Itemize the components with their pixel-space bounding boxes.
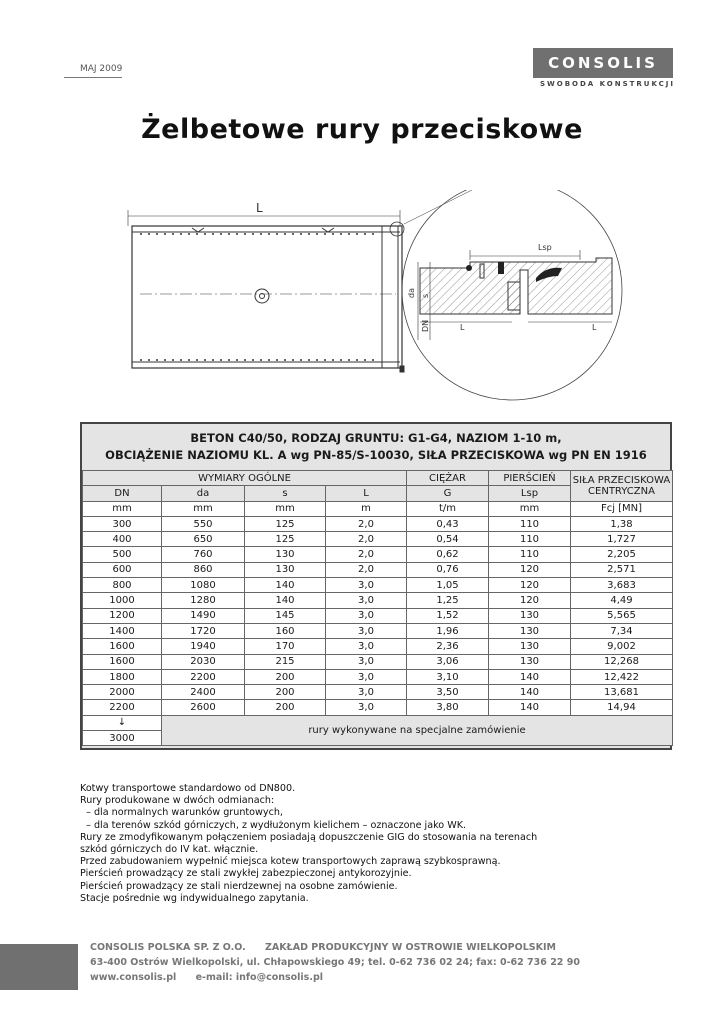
table-row	[83, 669, 673, 684]
joint-detail	[418, 250, 612, 340]
unit-force: Fcj [MN]	[571, 501, 673, 516]
table-cell: 3,0	[326, 669, 407, 684]
table-row	[83, 623, 673, 638]
special-order-note: rury wykonywane na specjalne zamówienie	[162, 715, 673, 746]
table-cell: 130	[489, 608, 571, 623]
table-cell: 300	[83, 516, 162, 531]
table-cell: 0,54	[407, 532, 489, 547]
pipe-technical-drawing	[0, 190, 724, 410]
table-cell: 1,25	[407, 593, 489, 608]
table-cell: 200	[245, 685, 326, 700]
specification-table	[80, 422, 672, 750]
table-cell: 12,268	[571, 654, 673, 669]
col-g: G	[407, 486, 489, 501]
table-cell: 130	[489, 654, 571, 669]
table-cell: 1,05	[407, 578, 489, 593]
last-dn-cell: 3000	[83, 731, 162, 746]
note-line: Rury produkowane w dwóch odmianach:	[80, 795, 275, 807]
label-lsp: Lsp	[538, 243, 552, 252]
label-length: L	[256, 201, 263, 215]
table-cell: 3,0	[326, 608, 407, 623]
unit-lsp: mm	[489, 501, 571, 516]
footer	[90, 940, 580, 985]
table-cell: 130	[489, 639, 571, 654]
table-cell: 2200	[162, 669, 245, 684]
table-cell: 3,0	[326, 654, 407, 669]
note-line: – dla normalnych warunków gruntowych,	[80, 807, 283, 819]
table-cell: 1,727	[571, 532, 673, 547]
group-force: SIŁA PRZECISKOWA CENTRYCZNA	[571, 471, 673, 502]
note-line: Pierścień prowadzący ze stali zwykłej zabezpieczonej antykorozyjnie.	[80, 868, 412, 880]
label-l-left: L	[460, 323, 465, 332]
document-date: MAJ 2009	[80, 64, 123, 74]
table-cell: 3,06	[407, 654, 489, 669]
table-cell: 14,94	[571, 700, 673, 715]
table-row	[83, 547, 673, 562]
table-cell: 1,52	[407, 608, 489, 623]
table-cell: 0,62	[407, 547, 489, 562]
table-cell: 0,76	[407, 562, 489, 577]
col-lsp: Lsp	[489, 486, 571, 501]
label-dn: DN	[421, 319, 430, 332]
logo-tagline: SWOBODA KONSTRUKCJI	[540, 80, 675, 88]
table-cell: 3,0	[326, 639, 407, 654]
table-cell: 110	[489, 516, 571, 531]
unit-dn: mm	[83, 501, 162, 516]
table-cell: 5,565	[571, 608, 673, 623]
footer-accent-bar	[0, 944, 78, 990]
table-cell: 120	[489, 578, 571, 593]
table-cell: 3,10	[407, 669, 489, 684]
table-cell: 3,0	[326, 685, 407, 700]
table-cell: 2,0	[326, 532, 407, 547]
table-cell: 860	[162, 562, 245, 577]
table-cell: 1720	[162, 623, 245, 638]
table-cell: 1940	[162, 639, 245, 654]
table-cell: 215	[245, 654, 326, 669]
table-row	[83, 562, 673, 577]
note-line: Rury ze zmodyfikowanym połączeniem posiadają dopuszczenie GIG do stosowania na terenach	[80, 831, 538, 843]
table-cell: 125	[245, 516, 326, 531]
footer-address: 63-400 Ostrów Wielkopolski, ul. Chłapowskiego 49; tel. 0-62 736 02 24; fax: 0-62 736 22 90	[90, 957, 580, 968]
table-cell: 200	[245, 700, 326, 715]
table-cell: 400	[83, 532, 162, 547]
date-underline	[64, 77, 122, 78]
table-cell: 1000	[83, 593, 162, 608]
note-line: Kotwy transportowe standardowo od DN800.	[80, 783, 296, 794]
table-cell: 0,43	[407, 516, 489, 531]
table-heading	[82, 424, 670, 470]
table-cell: 140	[245, 593, 326, 608]
table-cell: 130	[489, 623, 571, 638]
table-row	[83, 593, 673, 608]
table-cell: 130	[245, 562, 326, 577]
table-cell: 7,34	[571, 623, 673, 638]
table-row	[83, 700, 673, 715]
table-cell: 12,422	[571, 669, 673, 684]
footer-email[interactable]: e-mail: info@consolis.pl	[195, 972, 324, 983]
table-cell: 140	[489, 685, 571, 700]
table-cell: 120	[489, 562, 571, 577]
table-cell: 1600	[83, 654, 162, 669]
arrow-cell: ↓	[83, 715, 162, 730]
table-cell: 140	[489, 669, 571, 684]
table-cell: 3,0	[326, 623, 407, 638]
table-cell: 2600	[162, 700, 245, 715]
table-cell: 120	[489, 593, 571, 608]
table-row	[83, 516, 673, 531]
table-cell: 1080	[162, 578, 245, 593]
table-cell: 3,0	[326, 593, 407, 608]
table-cell: 110	[489, 532, 571, 547]
table-cell: 3,683	[571, 578, 673, 593]
table-cell: 1800	[83, 669, 162, 684]
unit-g: t/m	[407, 501, 489, 516]
table-cell: 2,205	[571, 547, 673, 562]
table-cell: 110	[489, 547, 571, 562]
table-row	[83, 578, 673, 593]
page-title: Żelbetowe rury przeciskowe	[141, 114, 583, 145]
table-cell: 1490	[162, 608, 245, 623]
table-cell: 2,0	[326, 516, 407, 531]
note-line: Stacje pośrednie wg indywidualnego zapytania.	[80, 892, 309, 904]
table-cell: 1280	[162, 593, 245, 608]
table-cell: 140	[489, 700, 571, 715]
table-cell: 1600	[83, 639, 162, 654]
table-cell: 125	[245, 532, 326, 547]
table-cell: 2200	[83, 700, 162, 715]
footer-company: CONSOLIS POLSKA SP. Z O.O.	[90, 942, 246, 953]
table-cell: 760	[162, 547, 245, 562]
table-row	[83, 654, 673, 669]
unit-s: mm	[245, 501, 326, 516]
table-cell: 4,49	[571, 593, 673, 608]
table-cell: 550	[162, 516, 245, 531]
table-cell: 600	[83, 562, 162, 577]
group-weight: CIĘŻAR	[407, 471, 489, 486]
col-s: s	[245, 486, 326, 501]
table-cell: 500	[83, 547, 162, 562]
table-cell: 140	[245, 578, 326, 593]
table-cell: 13,681	[571, 685, 673, 700]
group-dimensions: WYMIARY OGÓLNE	[83, 471, 407, 486]
table-cell: 1,38	[571, 516, 673, 531]
note-line: Pierścień prowadzący ze stali nierdzewnej na osobne zamówienie.	[80, 880, 398, 892]
unit-da: mm	[162, 501, 245, 516]
table-cell: 3,80	[407, 700, 489, 715]
table-cell: 1200	[83, 608, 162, 623]
table-cell: 650	[162, 532, 245, 547]
footer-plant: ZAKŁAD PRODUKCYJNY W OSTROWIE WIELKOPOLSKIM	[265, 942, 556, 953]
group-ring: PIERŚCIEŃ	[489, 471, 571, 486]
table-cell: 2000	[83, 685, 162, 700]
note-line: szkód górniczych do IV kat. włącznie.	[80, 844, 259, 856]
table-cell: 3,50	[407, 685, 489, 700]
table-cell: 9,002	[571, 639, 673, 654]
col-dn: DN	[83, 486, 162, 501]
data-table	[82, 470, 673, 746]
table-cell: 2,36	[407, 639, 489, 654]
notes-block	[80, 783, 537, 905]
label-l-right: L	[592, 323, 597, 332]
table-row	[83, 685, 673, 700]
table-row	[83, 532, 673, 547]
table-heading-line1: BETON C40/50, RODZAJ GRUNTU: G1-G4, NAZIOM 1-10 m,	[190, 431, 562, 445]
table-row	[83, 639, 673, 654]
table-cell: 2,0	[326, 547, 407, 562]
table-cell: 2400	[162, 685, 245, 700]
col-da: da	[162, 486, 245, 501]
table-cell: 2,571	[571, 562, 673, 577]
table-cell: 2030	[162, 654, 245, 669]
table-cell: 145	[245, 608, 326, 623]
label-da: da	[407, 288, 416, 298]
col-l: L	[326, 486, 407, 501]
table-cell: 130	[245, 547, 326, 562]
note-line: – dla terenów szkód górniczych, z wydłużonym kielichem – oznaczone jako WK.	[80, 819, 467, 831]
footer-website[interactable]: www.consolis.pl	[90, 972, 177, 983]
table-cell: 200	[245, 669, 326, 684]
table-row	[83, 608, 673, 623]
note-line: Przed zabudowaniem wypełnić miejsca kotew transportowych zaprawą szybkosprawną.	[80, 856, 501, 868]
label-s: s	[421, 293, 430, 298]
table-cell: 160	[245, 623, 326, 638]
unit-l: m	[326, 501, 407, 516]
table-heading-line2: OBCIĄŻENIE NAZIOMU KL. A wg PN-85/S-10030, SIŁA PRZECISKOWA wg PN EN 1916	[105, 448, 647, 462]
consolis-logo: CONSOLIS	[533, 48, 673, 78]
table-cell: 170	[245, 639, 326, 654]
table-cell: 2,0	[326, 562, 407, 577]
table-cell: 3,0	[326, 700, 407, 715]
table-cell: 800	[83, 578, 162, 593]
table-cell: 1,96	[407, 623, 489, 638]
table-cell: 1400	[83, 623, 162, 638]
table-cell: 3,0	[326, 578, 407, 593]
